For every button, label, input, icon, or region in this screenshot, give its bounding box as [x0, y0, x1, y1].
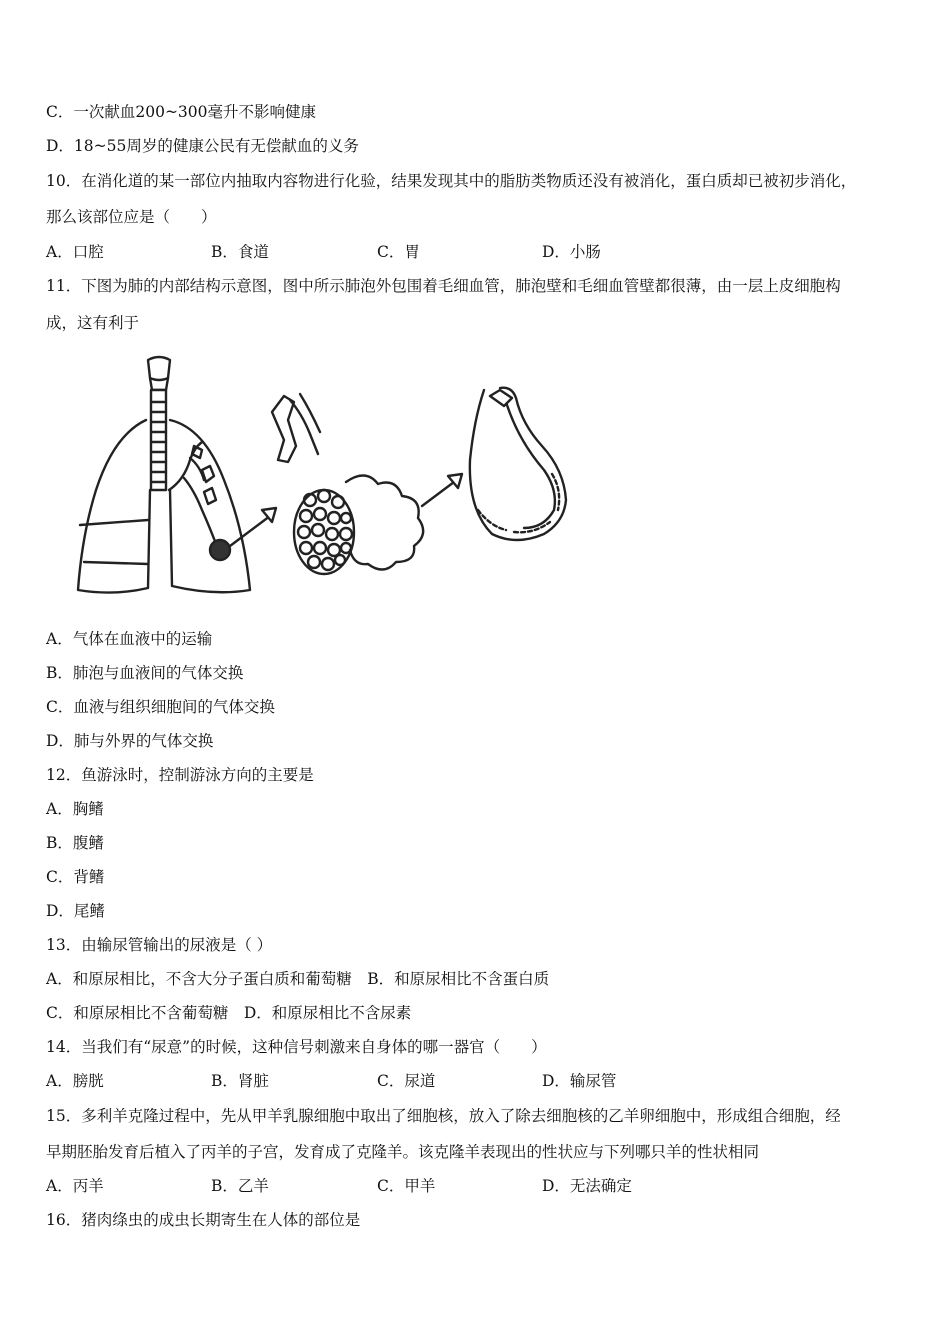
q15-option-a: A．丙羊 [46, 1177, 104, 1195]
question-12-text: 12．鱼游泳时，控制游泳方向的主要是 [46, 766, 314, 784]
q11-option-c: C．血液与组织细胞间的气体交换 [46, 698, 275, 716]
q15-option-d: D．无法确定 [542, 1177, 632, 1195]
q12-option-c: C．背鳍 [46, 868, 105, 886]
question-14-text: 14．当我们有“尿意”的时候，这种信号刺激来自身体的哪一器官（ ） [46, 1038, 547, 1056]
question-15-text-cont: 早期胚胎发育后植入了丙羊的子宫，发育成了克隆羊。该克隆羊表现出的性状应与下列哪只羊的性状相同 [46, 1143, 760, 1161]
q14-option-b: B．肾脏 [211, 1072, 269, 1090]
q9-option-c: C．一次献血200~300毫升不影响健康 [46, 103, 317, 121]
q11-option-a: A．气体在血液中的运输 [46, 630, 213, 648]
q10-option-a: A．口腔 [46, 243, 104, 261]
right-lung-illustration [169, 420, 276, 592]
q11-option-b: B．肺泡与血液间的气体交换 [46, 664, 244, 682]
question-15-text: 15．多利羊克隆过程中，先从甲羊乳腺细胞中取出了细胞核，放入了除去细胞核的乙羊卵细胞中，形成组合细胞，经 [46, 1107, 841, 1125]
q13-options-ab: A．和原尿相比，不含大分子蛋白质和葡萄糖 B．和原尿相比不含蛋白质 [46, 970, 550, 988]
trachea-illustration [148, 357, 170, 490]
question-13-text: 13．由输尿管输出的尿液是（ ） [46, 936, 273, 954]
q12-option-d: D．尾鳍 [46, 902, 105, 920]
q11-option-d: D．肺与外界的气体交换 [46, 732, 214, 750]
q15-option-c: C．甲羊 [377, 1177, 436, 1195]
q12-option-a: A．胸鳍 [46, 800, 104, 818]
q9-option-d: D．18~55周岁的健康公民有无偿献血的义务 [46, 137, 359, 155]
q14-option-c: C．尿道 [377, 1072, 436, 1090]
q10-option-d: D．小肠 [542, 243, 601, 261]
question-11-text: 11．下图为肺的内部结构示意图，图中所示肺泡外包围着毛细血管，肺泡壁和毛细血管壁都很薄，由一层上皮细胞构 [46, 277, 841, 295]
alveolus-capillary-illustration [470, 388, 566, 540]
question-10-text-cont: 那么该部位应是（ ） [46, 208, 217, 226]
lung-structure-diagram [44, 350, 584, 605]
q14-option-a: A．膀胱 [46, 1072, 104, 1090]
q12-option-b: B．腹鳍 [46, 834, 104, 852]
question-16-text: 16．猪肉绦虫的成虫长期寄生在人体的部位是 [46, 1211, 361, 1229]
q14-option-d: D．输尿管 [542, 1072, 617, 1090]
alveolar-cluster-illustration [272, 394, 462, 574]
left-lung-illustration [78, 420, 150, 593]
q10-option-c: C．胃 [377, 243, 420, 261]
question-10-text: 10．在消化道的某一部位内抽取内容物进行化验，结果发现其中的脂肪类物质还没有被消化，蛋白质却已被初步消化， [46, 172, 857, 190]
question-11-text-cont: 成，这有利于 [46, 314, 140, 332]
q13-options-cd: C．和原尿相比不含葡萄糖 D．和原尿相比不含尿素 [46, 1004, 412, 1022]
q15-option-b: B．乙羊 [211, 1177, 269, 1195]
q10-option-b: B．食道 [211, 243, 269, 261]
